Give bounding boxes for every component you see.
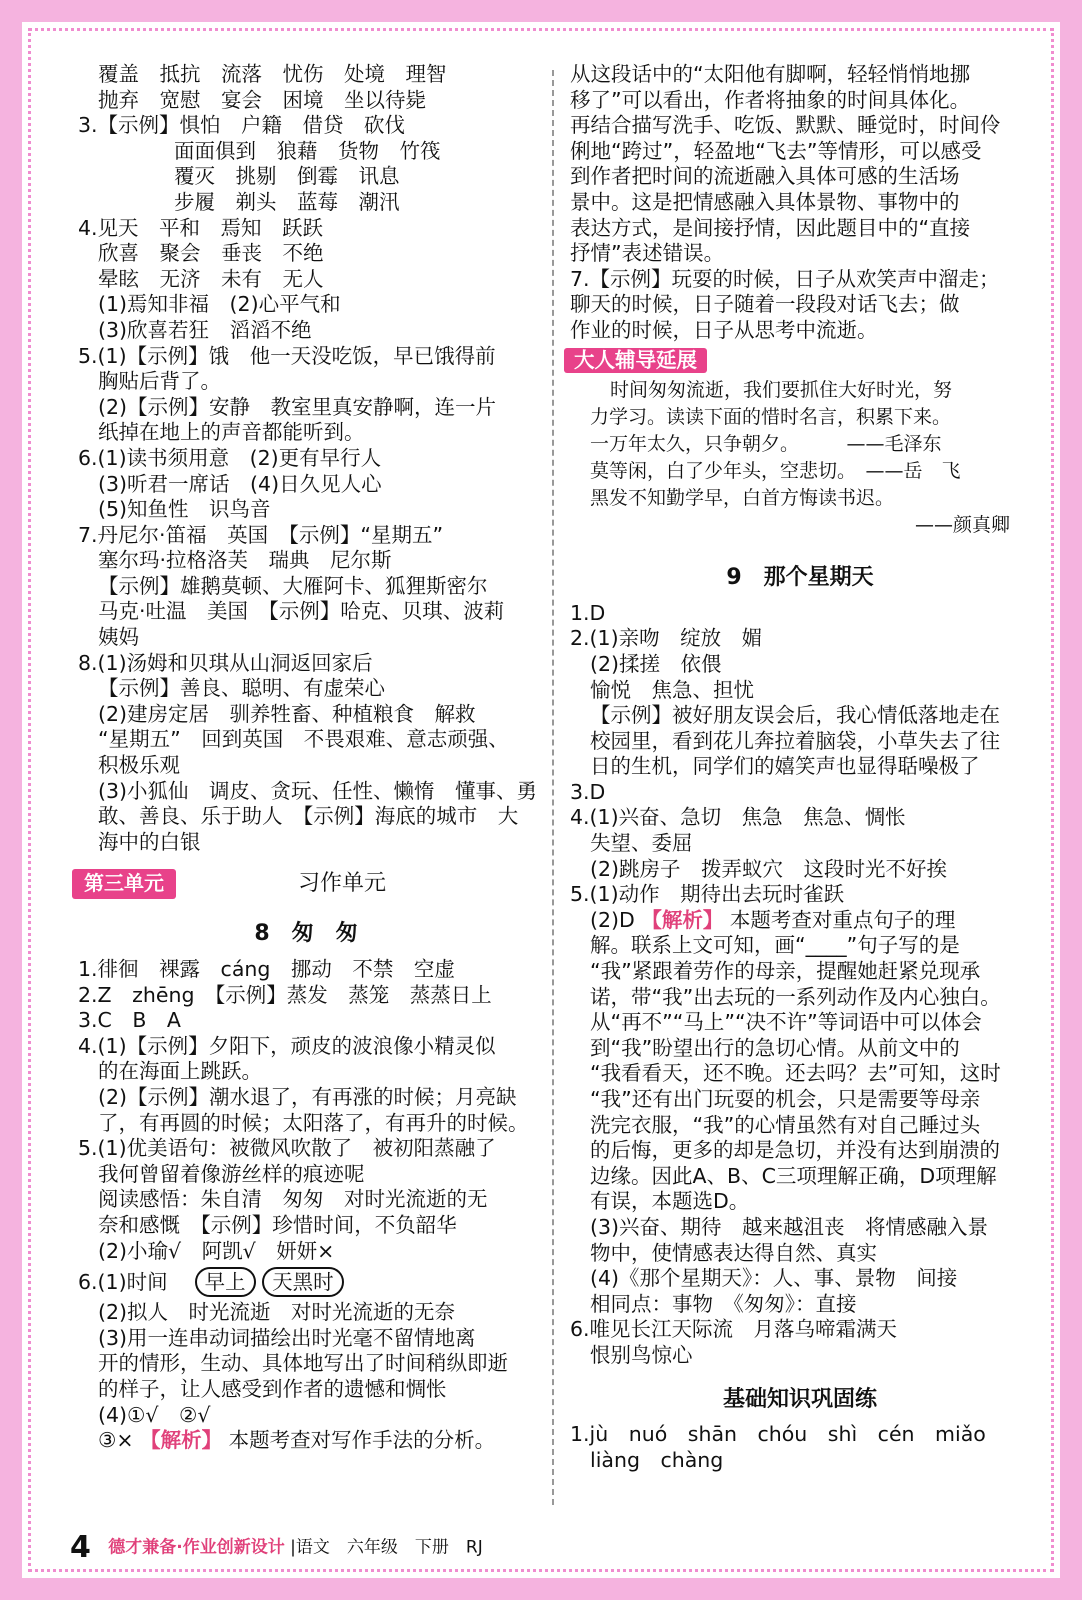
answer-line: (2)建房定居 驯养牲畜、种植粮食 解救 <box>98 701 476 726</box>
answer-line: 5.(1)动作 期待出去玩时雀跃 <box>570 882 845 907</box>
answer-line: 阅读感悟：朱自清 匆匆 对时光流逝的无 <box>98 1187 488 1212</box>
guide-line: ——颜真卿 <box>914 514 1010 537</box>
answer-text: ③× <box>98 1428 134 1453</box>
answer-line: 海中的白银 <box>98 829 201 854</box>
answer-line: (3)听君一席话 (4)日久见人心 <box>98 471 382 496</box>
answer-line: 覆盖 抵抗 流落 忧伤 处境 理智 <box>98 62 447 86</box>
answer-line: (2)【示例】潮水退了，有再涨的时候；月亮缺 <box>98 1084 517 1109</box>
answer-line: 日的生机，同学们的嬉笑声也显得聒噪极了 <box>590 754 980 779</box>
circled-word: 早上 <box>195 1267 256 1297</box>
answer-line: 4.(1)兴奋、急切 焦急 焦急、惆怅 <box>570 805 906 830</box>
answer-line: (2)小瑜√ 阿凯√ 妍妍× <box>98 1238 335 1263</box>
answer-line: 敢、善良、乐于助人 【示例】海底的城市 大 <box>98 804 519 829</box>
answer-line: 【示例】被好朋友误会后，我心情低落地走在 <box>590 703 1000 728</box>
answer-line: 了，有再圆的时候；太阳落了，有再升的时候。 <box>98 1110 529 1135</box>
answer-line: 2.(1)亲吻 绽放 媚 <box>570 626 763 651</box>
answer-line: 8.(1)汤姆和贝琪从山洞返回家后 <box>78 650 373 675</box>
answer-line: 1.徘徊 裸露 cáng 挪动 不禁 空虚 <box>78 957 455 981</box>
guide-line: 一万年太久，只争朝夕。 ——毛泽东 <box>590 433 942 456</box>
answer-line: (2)揉搓 依偎 <box>590 651 722 676</box>
answer-line: 5.(1)优美语句：被微风吹散了 被初阳蒸融了 <box>78 1136 496 1161</box>
answer-line: 4.见天 平和 焉知 跃跃 <box>78 215 324 240</box>
answer-line: 抒情”表述错误。 <box>570 241 725 266</box>
answer-line <box>570 908 1030 934</box>
answer-line: 【示例】雄鹅莫顿、大雁阿卡、狐狸斯密尔 <box>98 573 488 598</box>
answer-line: 6.(1)读书须用意 (2)更有早行人 <box>78 445 382 470</box>
answer-line: 的后悔，更多的却是急切，并没有达到崩溃的 <box>590 1138 1000 1163</box>
guide-line: 力学习。读读下面的惜时名言，积累下来。 <box>590 406 952 429</box>
answer-line <box>78 1428 534 1454</box>
answer-line: 2.Z zhēng 【示例】蒸发 蒸笼 蒸蒸日上 <box>78 982 492 1007</box>
answer-line: 抛弃 宽慰 宴会 困境 坐以待毙 <box>98 87 426 112</box>
page-footer <box>70 1530 483 1565</box>
footer-brand: 德才兼备·作业创新设计 <box>108 1537 285 1558</box>
answer-line: 覆灭 挑剔 倒霉 讯息 <box>174 164 400 189</box>
answer-line: 从这段话中的“太阳他有脚啊，轻轻悄悄地挪 <box>570 62 971 86</box>
answer-line: 开的情形，生动、具体地写出了时间稍纵即逝 <box>98 1351 508 1376</box>
analysis-tag: 【解析】 <box>641 907 724 932</box>
answer-line: 失望、委屈 <box>590 831 693 856</box>
answer-line: 7.丹尼尔·笛福 英国 【示例】“星期五” <box>78 522 444 547</box>
footer-subject: |语文 六年级 下册 RJ <box>290 1537 483 1558</box>
answer-text: (2)D <box>590 907 635 932</box>
answer-line: 作业的时候，日子从思考中流逝。 <box>570 317 878 342</box>
guide-line: 时间匆匆流逝，我们要抓住大好时光，努 <box>610 379 953 402</box>
answer-line: liàng chàng <box>590 1447 724 1472</box>
answer-line: 1.D <box>570 600 606 625</box>
unit-badge: 第三单元 <box>72 869 176 899</box>
right-column <box>570 62 1030 1473</box>
answer-line: 晕眩 无济 未有 无人 <box>98 266 324 291</box>
answer-line: 我何曾留着像游丝样的痕迹呢 <box>98 1161 365 1186</box>
answer-line: 表达方式，是间接抒情，因此题目中的“直接 <box>570 215 971 240</box>
answer-line: 7.【示例】玩耍的时候，日子从欢笑声中溜走； <box>570 266 1000 291</box>
answer-line: 步履 剃头 蓝莓 潮汛 <box>174 189 400 214</box>
answer-line: (4)《那个星期天》：人、事、景物 间接 <box>590 1266 958 1291</box>
answer-line: 姨妈 <box>98 625 139 650</box>
answer-line: 洗完衣服，“我”的心情虽然有对自己睡过头 <box>590 1112 981 1137</box>
answer-line: (3)兴奋、期待 越来越沮丧 将情感融入景 <box>590 1214 989 1239</box>
answer-line: 的样子，让人感受到作者的遗憾和惆怅 <box>98 1376 447 1401</box>
answer-line: (2)拟人 时光流逝 对时光流逝的无奈 <box>98 1300 456 1325</box>
circled-word: 天黑时 <box>262 1267 344 1297</box>
answer-line: (4)①√ ②√ <box>98 1402 211 1427</box>
answer-line: (3)小狐仙 调皮、贪玩、任性、懒惰 懂事、勇 <box>98 778 538 803</box>
answer-line: (2)跳房子 拨弄蚁穴 这段时光不好挨 <box>590 856 948 881</box>
answer-line: “我”紧跟着劳作的母亲，提醒她赶紧兑现承 <box>590 959 981 984</box>
answer-text: 本题考查对写作手法的分析。 <box>228 1428 496 1453</box>
section-title: 基础知识巩固练 <box>722 1386 877 1412</box>
answer-line: “星期五” 回到英国 不畏艰难、意志顽强、 <box>98 727 509 752</box>
left-column <box>78 62 538 1454</box>
answer-line: 恨别鸟惊心 <box>590 1342 693 1367</box>
answer-line: 物中，使情感表达得自然、真实 <box>590 1240 877 1265</box>
answer-line: 俐地“跨过”，轻盈地“飞去”等情形，可以感受 <box>570 138 982 163</box>
column-divider <box>552 70 554 1505</box>
answer-line: 到“我”盼望出行的急切心情。从前文中的 <box>590 1035 960 1060</box>
answer-line: 马克·吐温 美国 【示例】哈克、贝琪、波莉 <box>98 599 505 624</box>
answer-line: 再结合描写洗手、吃饭、默默、睡觉时，时间伶 <box>570 113 1001 138</box>
answer-line: 有误，本题选D。 <box>590 1189 750 1214</box>
adult-guide-badge: 大人辅导延展 <box>564 348 707 374</box>
lesson-title: 9 那个星期天 <box>726 565 874 591</box>
answer-line: 的在海面上跳跃。 <box>98 1059 262 1084</box>
answer-line: (3)用一连串动词描绘出时光毫不留情地离 <box>98 1325 476 1350</box>
answer-line: 聊天的时候，日子随着一段段对话飞去；做 <box>570 292 960 317</box>
answer-line <box>78 1267 534 1297</box>
answer-line: 3.【示例】惧怕 户籍 借贷 砍伐 <box>78 113 406 138</box>
answer-line: 【示例】善良、聪明、有虚荣心 <box>98 676 385 701</box>
unit-header <box>78 863 534 907</box>
answer-line: 面面俱到 狼藉 货物 竹筏 <box>174 138 441 163</box>
answer-text: 6.(1)时间 <box>78 1270 168 1295</box>
answer-line: 边缘。因此A、B、C三项理解正确，D项理解 <box>590 1163 997 1188</box>
page-number: 4 <box>70 1530 91 1565</box>
answer-line: 移了”可以看出，作者将抽象的时间具体化。 <box>570 87 971 112</box>
answer-line: 6.唯见长江天际流 月落乌啼霜满天 <box>570 1317 898 1342</box>
answer-line: 积极乐观 <box>98 753 180 778</box>
answer-line: 诺，带“我”出去玩的一系列动作及内心独白。 <box>590 984 1001 1009</box>
answer-line: “我看看天，还不晚。还去吗？去”可知，这时 <box>590 1061 1001 1086</box>
answer-line: “我”还有出门玩耍的机会，只是需要等母亲 <box>590 1087 981 1111</box>
answer-line: 4.(1)【示例】夕阳下，顽皮的波浪像小精灵似 <box>78 1033 496 1058</box>
answer-text: 本题考查对重点句子的理 <box>729 907 956 932</box>
answer-line: 奈和感慨 【示例】珍惜时间，不负韶华 <box>98 1212 457 1237</box>
answer-line: 5.(1)【示例】饿 他一天没吃饭，早已饿得前 <box>78 343 496 368</box>
answer-line: 3.D <box>570 779 606 804</box>
unit-title: 习作单元 <box>298 871 387 897</box>
answer-line: 从“再不”“马上”“决不许”等词语中可以体会 <box>590 1010 982 1035</box>
answer-line: (5)知鱼性 识鸟音 <box>98 497 271 522</box>
answer-line: 相同点：事物 《匆匆》：直接 <box>590 1291 857 1316</box>
answer-line: 景中。这是把情感融入具体景物、事物中的 <box>570 189 960 214</box>
answer-line: (1)焉知非福 (2)心平气和 <box>98 292 341 317</box>
answer-line: 到作者把时间的流逝融入具体可感的生活场 <box>570 164 960 189</box>
answer-line: (2)【示例】安静 教室里真安静啊，连一片 <box>98 394 497 419</box>
answer-line: 校园里，看到花儿奔拉着脑袋，小草失去了往 <box>590 728 1000 753</box>
answer-line: 1.jù nuó shān chóu shì cén miǎo <box>570 1422 986 1447</box>
answer-line: 欣喜 聚会 垂丧 不绝 <box>98 241 324 266</box>
answer-line: 纸掉在地上的声音都能听到。 <box>98 420 365 445</box>
answer-line: 3.C B A <box>78 1008 181 1033</box>
analysis-tag: 【解析】 <box>140 1428 223 1453</box>
guide-line: 黑发不知勤学早，白首方悔读书迟。 <box>590 487 895 510</box>
guide-line: 莫等闲，白了少年头，空悲切。 ——岳 飞 <box>590 460 961 483</box>
answer-line: 解。联系上文可知，画“____”句子写的是 <box>590 933 960 958</box>
lesson-title: 8 匆 匆 <box>254 921 358 947</box>
answer-line: 胸贴后背了。 <box>98 369 221 394</box>
answer-line: (3)欣喜若狂 滔滔不绝 <box>98 317 312 342</box>
answer-line: 愉悦 焦急、担忧 <box>590 677 754 702</box>
answer-line: 塞尔玛·拉格洛芙 瑞典 尼尔斯 <box>98 548 392 573</box>
